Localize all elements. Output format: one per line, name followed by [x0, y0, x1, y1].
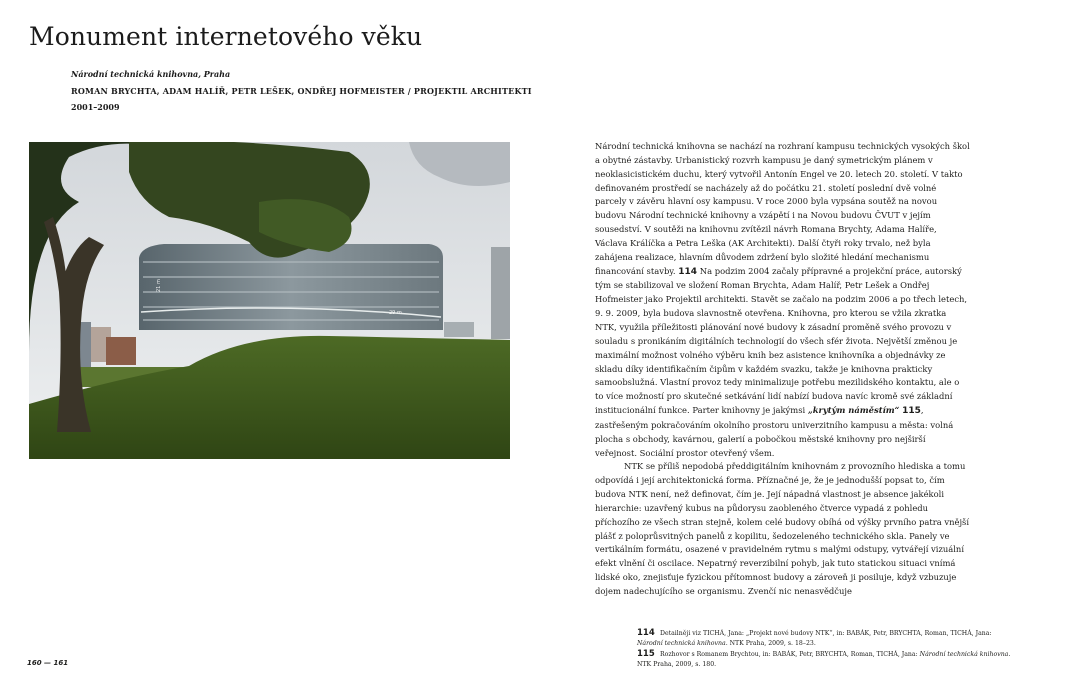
project-authors: ROMAN BRYCHTA, ADAM HALÍŘ, PETR LEŠEK, ONDŘEJ HOFMEISTER / PROJEKTIL ARCHITEKTI — [71, 86, 532, 96]
figure-reference-115: 115 — [902, 406, 921, 417]
paragraph-1-part-a: Národní technická knihovna se nachází na rozhraní kampusu technických vysokých škol a obytné zástavby. Urbanistický rozvrh kampusu je daný symetrickým plánem v neoklasicistickém duchu, který vytvořil Antonín Engel ve 20. letech 20. století. V takto definovaném prostředí se nacházely až do počátku 21. století poslední dvě volné parcely v závěru hlavní osy kampusu. V roce 2000 byla vypsána soutěž na novou budovu Národní technické knihovny a vzápětí i na Novou budovu ČVUT v jejím sousedství. V soutěži na knihovnu zvítězil návrh Romana Brychty, Adama Halíře, Václava Králíčka a Petra Leška (AK Architekti). Další čtyři roky trvalo, než byla zahájena realizace, hlavním důvodem zdržení bylo složité hledání mechanismu financování stavby. — [595, 141, 970, 276]
footnote-text: Rozhovor s Romanem Brychtou, in: BABÁK, Petr, BRYCHTA, Roman, TICHÁ, Jana: — [660, 651, 918, 658]
footnote-number: 114 — [637, 628, 655, 638]
footnote-item — [637, 649, 1037, 660]
footnote-title: Národní technická knihovna. — [637, 640, 728, 647]
page-title: Monument internetového věku — [29, 22, 423, 51]
footnote-text: Detailněji viz TICHÁ, Jana: „Projekt nové budovy NTK“, in: BABÁK, Petr, BRYCHTA, Roman, TICHÁ, Jana: — [660, 630, 992, 637]
paragraph-1 — [595, 140, 970, 460]
project-subtitle: Národní technická knihovna, Praha — [71, 69, 231, 79]
footnotes — [637, 628, 1037, 670]
footnote-continuation — [637, 639, 1037, 649]
figure-reference-114: 114 — [678, 266, 698, 277]
paragraph-2: NTK se příliš nepodobá předdigitálním knihovnám z provozního hlediska a tomu odpovídá i její architektonická forma. Příznačné je, že je jednodušší popsat to, čím budova NTK není, než definovat, čím je. Její nápadná vlastnost je absence jakékoli hierarchie: uzavřený kubus na půdorysu zaobleného čtverce vypadá z pohledu příchozího ze všech stran stejně, kolem celé budovy obíhá od výšky prvního patra vnější plášť z poloprůsvitných panelů z kopilitu, šedozeleného technického skla. Panely ve vertikálním formátu, osazené v pravidelném rytmu s malými odstupy, vytvářejí vizuální efekt vlnění či oscilace. Nepatrný reverzibilní pohyb, jak tuto statickou situaci vnímá lidské oko, znejisťuje fyzickou přítomnost budovy a zároveň ji posiluje, když vzbuzuje dojem nadechujícího se organismu. Zvenčí nic nenasvědčuje — [595, 461, 970, 596]
building-height-label-21: 21 m — [156, 279, 162, 292]
page-numbers: 160 — 161 — [27, 659, 69, 667]
footnote-number: 115 — [637, 649, 655, 659]
building-photo — [29, 142, 510, 459]
footnote-continuation — [637, 660, 1037, 670]
emphasis-covered-square: „krytým náměstím“ — [807, 405, 900, 416]
paragraph-1-part-c: , zastřešeným pokračováním okolního prostoru univerzitního kampusu a města: volná plocha s obchody, kavárnou, galerií a pobočkou městské knihovny pro nejširší veřejnost. Sociální prostor otevřený všem. — [595, 405, 954, 458]
footnote-publisher: NTK Praha, 2009, s. 18–23. — [729, 640, 816, 647]
article-body — [595, 140, 970, 599]
footnote-item — [637, 628, 1037, 639]
paragraph-1-part-b: Na podzim 2004 začaly přípravné a projekční práce, autorský tým se stabilizoval ve složení Roman Brychta, Adam Halíř, Petr Lešek a Ondřej Hofmeister jako Projektil architekti. Stavět se začalo na podzim 2006 a po třech letech, 9. 9. 2009, byla budova slavnostně otevřena. Knihovna, pro kterou se vžila zkratka NTK, využila příležitosti plánování nové budovy k zásadní proměně svého provozu v souladu s pronikáním digitálních technologií do všech sfér života. Největší změnou je maximální možnost volného výběru knih bez asistence knihovníka a objednávky ze skladu díky identifikačním čipům v každém svazku, takže je knihovna prakticky samoobslužná. Vlastní provoz tedy minimalizuje potřebu mezilidského kontaktu, ale o to více možností pro skutečné setkávání lidí nabízí budova navíc kromě své základní institucionální funkce. Parter knihovny je jakýmsi — [595, 265, 968, 416]
footnote-publisher: NTK Praha, 2009, s. 180. — [637, 661, 717, 668]
footnote-title: Národní technická knihovna. — [919, 651, 1011, 658]
project-years: 2001–2009 — [71, 102, 120, 112]
building-height-label-29: 29 m — [389, 310, 402, 316]
